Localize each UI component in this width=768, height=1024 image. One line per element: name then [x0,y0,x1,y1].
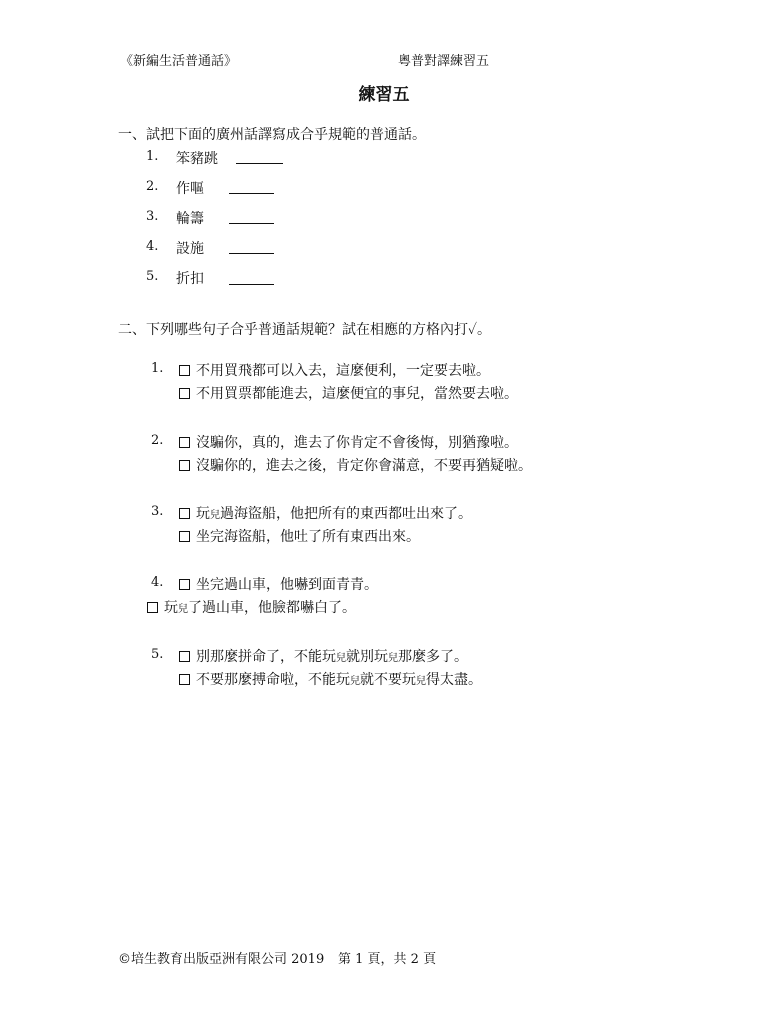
footer-copyright: ©培生教育出版亞洲有限公司 2019 [118,952,325,967]
s1-item-number: 4. [146,239,159,254]
s2-option [179,526,420,546]
s1-item-term: 設施 [176,241,204,257]
option-text: 過海盜船，他把所有的東西都吐出來了。 [220,506,472,522]
s2-question-number: 5. [151,647,164,662]
s1-item-number: 5. [146,269,159,284]
option-text: 不用買票都能進去，這麼便宜的事兒，當然要去啦。 [196,386,518,402]
s2-question-number: 4. [151,575,164,590]
option-text: 不要那麼搏命啦，不能玩 [196,672,350,688]
erhua-mark: 兒 [336,653,346,664]
checkbox[interactable] [179,508,190,519]
option-text: 沒騙你，真的，進去了你肯定不會後悔，別猶豫啦。 [196,435,518,451]
footer-page-number: 第 1 頁，共 2 頁 [338,952,437,967]
s1-item-term: 作嘔 [176,181,204,197]
answer-blank[interactable] [229,253,274,254]
option-text: 那麼多了。 [398,649,468,665]
s2-option [179,383,518,403]
s2-option [179,360,490,380]
erhua-mark: 兒 [178,604,188,615]
erhua-mark: 兒 [416,676,426,687]
option-text: 玩 [164,600,178,616]
option-text: 了過山車，他臉都嚇白了。 [188,600,356,616]
option-text: 就別玩 [346,649,388,665]
answer-blank[interactable] [236,163,283,164]
answer-blank[interactable] [229,284,274,285]
s2-option [147,597,356,617]
s2-option [179,574,378,594]
s1-item-term: 笨豬跳 [176,151,218,167]
s1-item-number: 2. [146,179,159,194]
option-text: 別那麼拼命了，不能玩 [196,649,336,665]
section1-heading: 一、試把下面的廣州話譯寫成合乎規範的普通話。 [118,127,426,143]
s1-item-term: 輪籌 [176,211,204,227]
erhua-mark: 兒 [210,510,220,521]
s2-option [179,646,468,666]
s2-option [179,432,518,452]
s2-question-number: 2. [151,433,164,448]
option-text: 就不要玩 [360,672,416,688]
s2-option [179,455,532,475]
page-title: 練習五 [358,85,410,105]
checkbox[interactable] [179,388,190,399]
option-text: 玩 [196,506,210,522]
checkbox[interactable] [147,602,158,613]
s2-option [179,503,472,523]
s1-item-term: 折扣 [176,271,204,287]
erhua-mark: 兒 [388,653,398,664]
s2-option [179,669,482,689]
option-text: 坐完海盜船，他吐了所有東西出來。 [196,529,420,545]
option-text: 沒騙你的，進去之後，肯定你會滿意，不要再猶疑啦。 [196,458,532,474]
erhua-mark: 兒 [350,676,360,687]
s1-item-number: 3. [146,209,159,224]
checkbox[interactable] [179,651,190,662]
checkbox[interactable] [179,460,190,471]
checkbox[interactable] [179,674,190,685]
answer-blank[interactable] [229,223,274,224]
s2-question-number: 3. [151,504,164,519]
checkbox[interactable] [179,579,190,590]
option-text: 不用買飛都可以入去，這麼便利，一定要去啦。 [196,363,490,379]
checkbox[interactable] [179,531,190,542]
header-book-title: 《新編生活普通話》 [120,54,238,69]
option-text: 坐完過山車，他嚇到面青青。 [196,577,378,593]
header-exercise-name: 粵普對譯練習五 [398,54,490,69]
section2-heading: 二、下列哪些句子合乎普通話規範？試在相應的方格內打✓。 [118,322,492,338]
checkbox[interactable] [179,365,190,376]
s2-question-number: 1. [151,361,164,376]
checkbox[interactable] [179,437,190,448]
s1-item-number: 1. [146,149,159,164]
option-text: 得太盡。 [426,672,482,688]
answer-blank[interactable] [229,193,274,194]
